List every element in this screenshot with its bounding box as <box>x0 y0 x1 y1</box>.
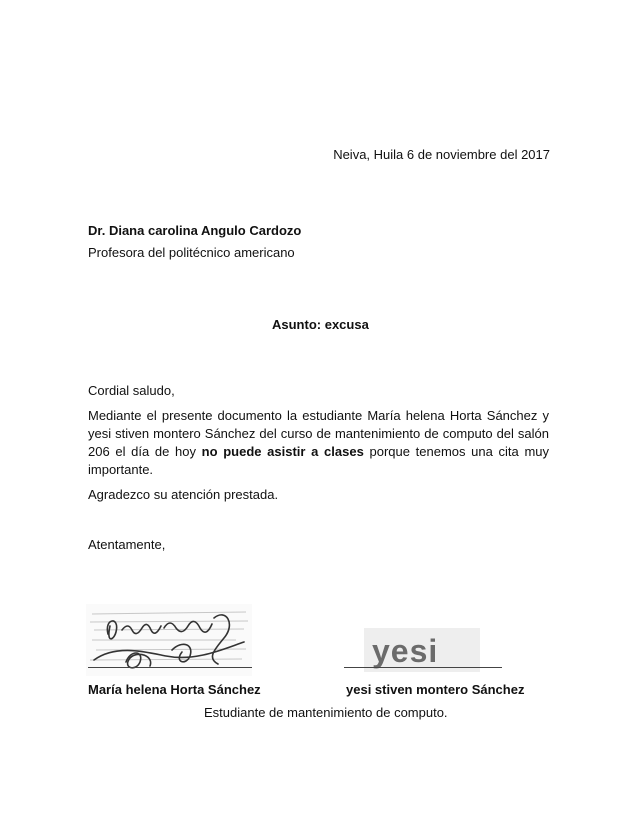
recipient-name: Dr. Diana carolina Angulo Cardozo <box>88 223 302 238</box>
body-text-part1: Mediante el presente documento la estudiante María helena Horta Sánchez y yesi stiven montero Sánchez del curso de mantenimiento de computo del salón 206 el día de hoy <box>88 408 549 459</box>
greeting: Cordial saludo, <box>88 383 175 398</box>
body-text-bold: no puede asistir a clases <box>201 444 364 459</box>
body-text-part2: porque tenemos una cita muy importante. <box>88 444 550 477</box>
closing-line: Atentamente, <box>88 537 166 552</box>
recipient-title: Profesora del politécnico americano <box>88 245 295 260</box>
body-paragraph <box>88 407 549 479</box>
left-signature-image <box>86 604 252 676</box>
subject-line: Asunto: excusa <box>272 317 369 332</box>
left-signatory-name: María helena Horta Sánchez <box>88 682 261 697</box>
role-line: Estudiante de mantenimiento de computo. <box>204 705 448 720</box>
right-signatory-name: yesi stiven montero Sánchez <box>346 682 525 697</box>
date-line: Neiva, Huila 6 de noviembre del 2017 <box>333 147 550 162</box>
left-signature-line <box>88 667 252 668</box>
right-signature-line <box>344 667 502 668</box>
right-signature-text: yesi <box>372 633 439 669</box>
thanks-line: Agradezco su atención prestada. <box>88 487 279 502</box>
right-signature-drawing <box>364 628 480 672</box>
right-signature-image <box>364 628 480 672</box>
